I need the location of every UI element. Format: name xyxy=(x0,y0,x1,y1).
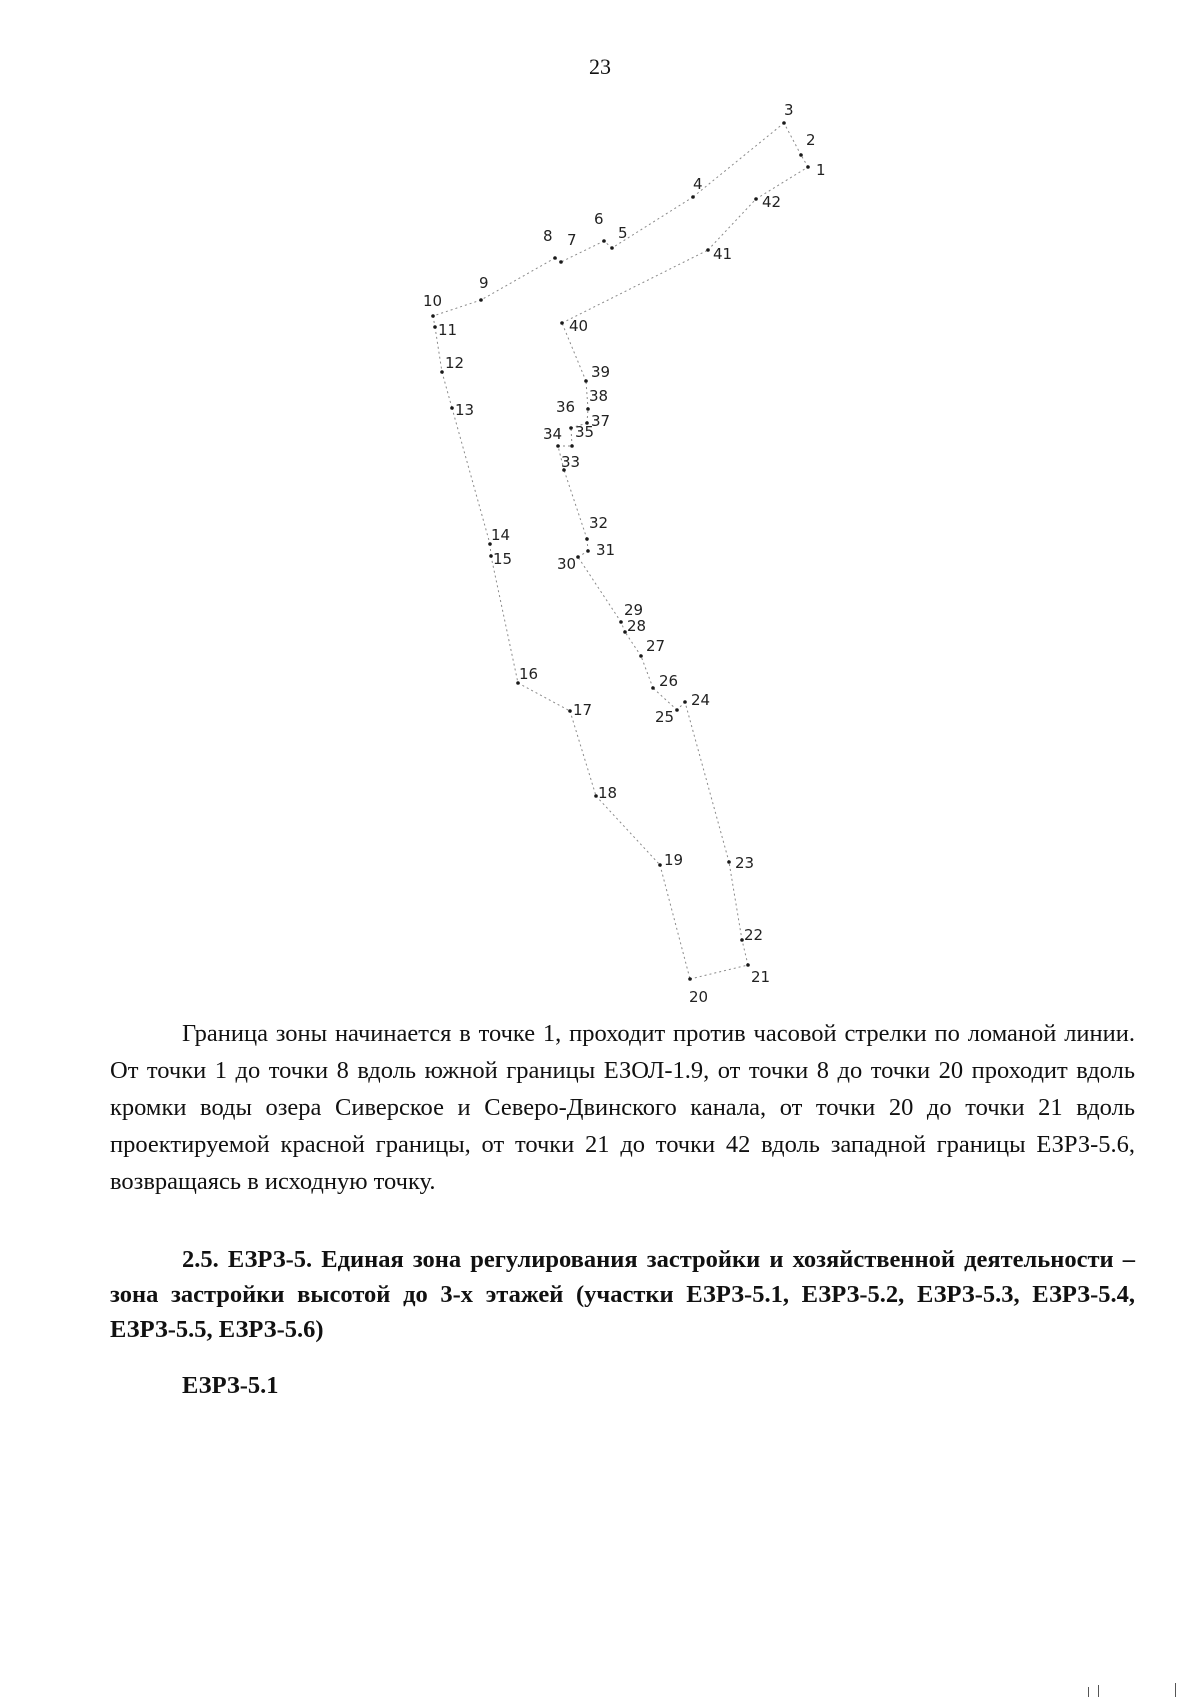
boundary-segment xyxy=(708,199,756,250)
boundary-segment xyxy=(490,544,491,556)
vertex-label: 21 xyxy=(751,968,771,986)
boundary-segment xyxy=(587,409,588,423)
boundary-vertex xyxy=(570,444,574,448)
boundary-vertex xyxy=(619,620,623,624)
vertex-label: 18 xyxy=(598,784,618,802)
boundary-vertex xyxy=(754,197,758,201)
vertex-label: 15 xyxy=(493,550,513,568)
vertex-label: 37 xyxy=(591,412,611,430)
boundary-segment xyxy=(596,796,660,865)
vertex-label: 17 xyxy=(573,701,593,719)
boundary-drawing xyxy=(380,100,840,1010)
boundary-vertex xyxy=(651,686,655,690)
vertex-label: 24 xyxy=(691,691,711,709)
vertex-label: 35 xyxy=(575,423,595,441)
boundary-vertex xyxy=(586,407,590,411)
boundary-segment xyxy=(570,711,596,796)
boundary-vertex xyxy=(610,246,614,250)
boundary-vertex xyxy=(727,860,731,864)
boundary-vertex xyxy=(569,426,573,430)
boundary-vertex xyxy=(479,298,483,302)
boundary-vertex xyxy=(639,654,643,658)
vertex-label: 6 xyxy=(594,210,604,228)
boundary-segment xyxy=(801,155,808,167)
vertex-label: 30 xyxy=(557,555,577,573)
boundary-segment xyxy=(452,408,490,544)
boundary-segment xyxy=(586,381,588,409)
boundary-segment xyxy=(693,123,784,197)
boundary-segment xyxy=(571,428,572,446)
scan-mark xyxy=(1098,1685,1099,1697)
vertex-label: 28 xyxy=(627,617,647,635)
vertex-label: 14 xyxy=(491,526,511,544)
boundary-segment xyxy=(587,539,588,551)
boundary-segment xyxy=(562,250,708,323)
boundary-segment xyxy=(729,862,742,940)
vertex-label: 32 xyxy=(589,514,609,532)
section-heading: 2.5. ЕЗРЗ-5. Единая зона регулирования застройки и хозяйственной деятельности – зона застройки высотой до 3-х этажей (участки ЕЗРЗ-5.1, ЕЗРЗ-5.2, ЕЗРЗ-5.3, ЕЗРЗ-5.4, ЕЗРЗ-5.5, ЕЗРЗ-5.6) xyxy=(110,1246,1135,1343)
boundary-segment xyxy=(653,688,677,710)
boundary-segment xyxy=(564,470,587,539)
boundary-segment xyxy=(625,632,641,656)
vertex-label: 20 xyxy=(689,988,709,1006)
boundary-vertex xyxy=(658,863,662,867)
vertex-label: 31 xyxy=(596,541,616,559)
scan-mark xyxy=(1088,1687,1089,1697)
boundary-vertex xyxy=(553,256,557,260)
vertex-label: 33 xyxy=(561,453,581,471)
boundary-segment xyxy=(660,865,690,979)
boundary-vertex xyxy=(584,379,588,383)
boundary-segment xyxy=(784,123,801,155)
vertex-label: 39 xyxy=(591,363,611,381)
boundary-vertex xyxy=(799,153,803,157)
boundary-vertex xyxy=(675,708,679,712)
boundary-vertex xyxy=(431,314,435,318)
vertex-label: 16 xyxy=(519,665,539,683)
vertex-label: 26 xyxy=(659,672,679,690)
boundary-vertex xyxy=(683,700,687,704)
vertex-label: 7 xyxy=(567,231,577,249)
vertex-label: 42 xyxy=(762,193,782,211)
vertex-label: 4 xyxy=(693,175,703,193)
vertex-label: 3 xyxy=(784,101,794,119)
vertex-label: 13 xyxy=(455,401,475,419)
boundary-vertex xyxy=(559,260,563,264)
vertex-label: 38 xyxy=(589,387,609,405)
boundary-vertex xyxy=(556,444,560,448)
boundary-vertex xyxy=(602,239,606,243)
vertex-label: 36 xyxy=(556,398,576,416)
boundary-vertex xyxy=(585,537,589,541)
boundary-vertex xyxy=(691,195,695,199)
vertex-label: 5 xyxy=(618,224,628,242)
vertex-label: 22 xyxy=(744,926,764,944)
boundary-vertex xyxy=(576,555,580,559)
vertex-label: 10 xyxy=(423,292,443,310)
boundary-segment xyxy=(578,557,621,622)
vertex-label: 23 xyxy=(735,854,755,872)
vertex-label: 25 xyxy=(655,708,675,726)
boundary-segment xyxy=(690,965,748,979)
boundary-segment xyxy=(481,258,555,300)
vertex-label: 2 xyxy=(806,131,816,149)
boundary-vertex xyxy=(440,370,444,374)
boundary-vertex xyxy=(706,248,710,252)
vertex-label: 11 xyxy=(438,321,458,339)
zone-boundary-plan xyxy=(380,100,840,1010)
vertex-label: 29 xyxy=(624,601,644,619)
boundary-vertex xyxy=(568,709,572,713)
scan-mark xyxy=(1175,1683,1176,1697)
vertex-label: 27 xyxy=(646,637,666,655)
boundary-segment xyxy=(641,656,653,688)
vertex-label: 1 xyxy=(816,161,826,179)
vertex-label: 41 xyxy=(713,245,733,263)
vertex-label: 34 xyxy=(543,425,563,443)
boundary-vertex xyxy=(586,549,590,553)
boundary-vertex xyxy=(433,325,437,329)
boundary-vertex xyxy=(806,165,810,169)
vertex-label: 9 xyxy=(479,274,489,292)
boundary-vertex xyxy=(450,406,454,410)
boundary-vertex xyxy=(560,321,564,325)
boundary-segment xyxy=(518,683,570,711)
vertex-label: 19 xyxy=(664,851,684,869)
vertex-label: 8 xyxy=(543,227,553,245)
boundary-vertex xyxy=(782,121,786,125)
boundary-segment xyxy=(491,556,518,683)
subsection-heading: ЕЗРЗ-5.1 xyxy=(182,1372,279,1399)
boundary-vertex xyxy=(688,977,692,981)
page-number: 23 xyxy=(589,54,611,79)
boundary-segment xyxy=(685,702,729,862)
zone-description: Граница зоны начинается в точке 1, проходит против часовой стрелки по ломаной линии. От точки 1 до точки 8 вдоль южной границы ЕЗОЛ-1.9, от точки 8 до точки 20 проходит вдоль кромки воды озера Сиверское и Северо-Двинского канала, от точки 20 до точки 21 вдоль проектируемой красной границы, от точки 21 до точки 42 вдоль западной границы ЕЗРЗ-5.6, возвращаясь в исходную точку. xyxy=(110,1020,1135,1195)
vertex-label: 40 xyxy=(569,317,589,335)
boundary-vertex xyxy=(746,963,750,967)
boundary-segment xyxy=(442,372,452,408)
vertex-label: 12 xyxy=(445,354,465,372)
